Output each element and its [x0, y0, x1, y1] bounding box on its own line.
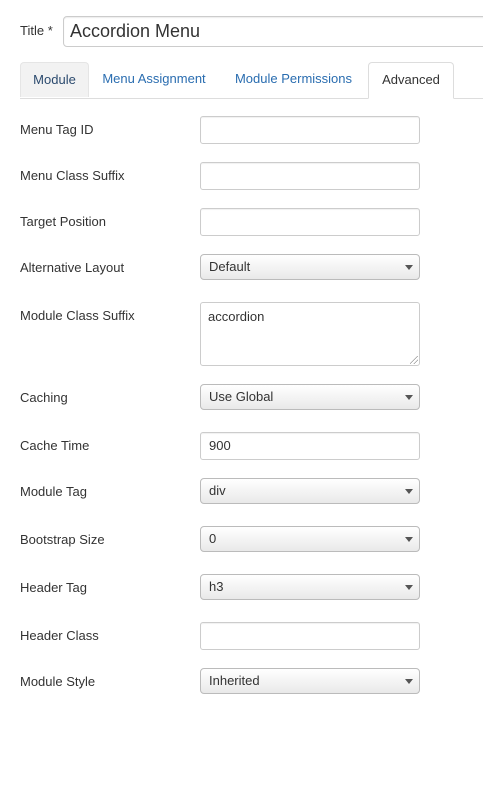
- tab-advanced[interactable]: Advanced: [368, 62, 454, 99]
- target-position-input[interactable]: [200, 208, 420, 236]
- bootstrap-size-value: 0: [209, 531, 217, 546]
- menu-tag-id-label: Menu Tag ID: [20, 122, 94, 137]
- header-class-input[interactable]: [200, 622, 420, 650]
- module-style-label: Module Style: [20, 674, 96, 689]
- chevron-down-icon: [405, 679, 413, 684]
- module-tag-value: div: [209, 483, 226, 498]
- tab-module-permissions[interactable]: Module Permissions: [234, 71, 353, 86]
- caching-label: Caching: [20, 390, 68, 405]
- module-tag-select[interactable]: [200, 478, 420, 504]
- chevron-down-icon: [405, 489, 413, 494]
- header-tag-select[interactable]: [200, 574, 420, 600]
- module-class-suffix-label: Module Class Suffix: [20, 308, 135, 323]
- menu-tag-id-input[interactable]: [200, 116, 420, 144]
- module-style-select[interactable]: [200, 668, 420, 694]
- menu-class-suffix-label: Menu Class Suffix: [20, 168, 125, 183]
- caching-value: Use Global: [209, 389, 274, 404]
- chevron-down-icon: [405, 537, 413, 542]
- title-input[interactable]: Accordion Menu: [63, 16, 483, 47]
- tab-module[interactable]: Module: [20, 62, 89, 97]
- alternative-layout-select[interactable]: [200, 254, 420, 280]
- module-class-suffix-value: accordion: [208, 309, 265, 324]
- resize-grip-icon[interactable]: [410, 356, 418, 364]
- caching-select[interactable]: [200, 384, 420, 410]
- alternative-layout-label: Alternative Layout: [20, 260, 125, 275]
- header-tag-label: Header Tag: [20, 580, 87, 595]
- title-label: Title *: [20, 23, 53, 38]
- bootstrap-size-label: Bootstrap Size: [20, 532, 105, 547]
- chevron-down-icon: [405, 585, 413, 590]
- header-class-label: Header Class: [20, 628, 99, 643]
- chevron-down-icon: [405, 395, 413, 400]
- target-position-label: Target Position: [20, 214, 106, 229]
- module-style-value: Inherited: [209, 673, 260, 688]
- menu-class-suffix-input[interactable]: [200, 162, 420, 190]
- module-tag-label: Module Tag: [20, 484, 87, 499]
- bootstrap-size-select[interactable]: [200, 526, 420, 552]
- header-tag-value: h3: [209, 579, 224, 594]
- module-class-suffix-textarea[interactable]: [200, 302, 420, 366]
- cache-time-input[interactable]: 900: [200, 432, 420, 460]
- chevron-down-icon: [405, 265, 413, 270]
- cache-time-label: Cache Time: [20, 438, 90, 453]
- tab-bar: [20, 62, 483, 99]
- tab-menu-assignment[interactable]: Menu Assignment: [102, 71, 206, 86]
- alternative-layout-value: Default: [209, 259, 251, 274]
